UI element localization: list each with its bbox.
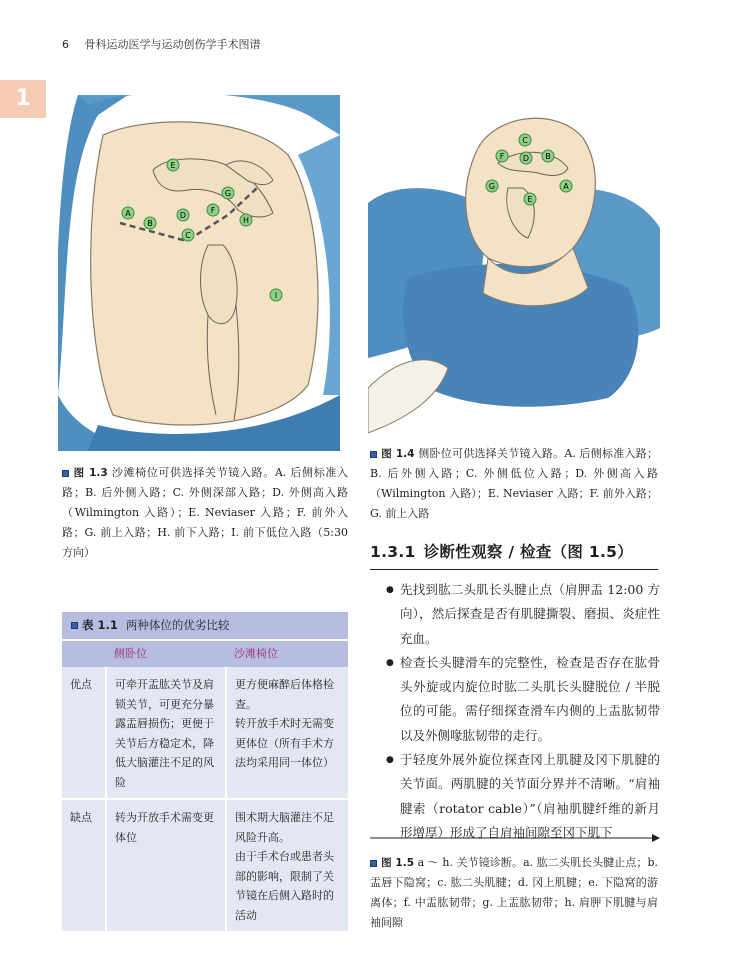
cell-beach-chair: 围术期大脑灌注不足风险升高。 由于手术台或患者头部的影响，限制了关节镜在后侧入路时的活动 xyxy=(226,799,348,931)
comparison-table xyxy=(62,639,348,931)
cell-lateral: 转为开放手术需变更体位 xyxy=(106,799,226,931)
svg-text:D: D xyxy=(179,211,187,220)
portal-a xyxy=(560,180,572,192)
caption-text: a ～ h. 关节镜诊断。a. 肱二头肌长头腱止点；b. 盂唇下隐窝；c. 肱二头肌腱；d. 冈上肌腱；e. 下隐窝的游离体；f. 中盂肱韧带；g. 上盂肱韧带；h. 肩胛下肌腱与肩袖间隙 xyxy=(370,856,659,929)
svg-text:A: A xyxy=(563,182,569,191)
portal-h xyxy=(240,214,252,226)
svg-text:A: A xyxy=(125,209,131,218)
figure-1-4-illustration xyxy=(368,108,660,433)
portal-e xyxy=(524,193,536,205)
section-heading xyxy=(370,540,658,570)
svg-text:H: H xyxy=(242,216,250,225)
figure-1-3-caption xyxy=(62,463,348,563)
table-label: 表 1.1 xyxy=(82,618,118,632)
portal-f xyxy=(496,150,508,162)
svg-text:B: B xyxy=(147,219,153,228)
bullet-item: ● 于轻度外展外旋位探查冈上肌腱及冈下肌腱的关节面。两肌腱的关节面分界并不清晰。“肩袖腱索（rotator cable）”（肩袖肌腱纤维的新月形增厚）形成了自肩袖间隙至冈下肌下 xyxy=(386,748,660,845)
portal-a xyxy=(122,207,134,219)
svg-text:D: D xyxy=(522,154,530,163)
section-number: 1.3.1 xyxy=(370,543,416,561)
figure-1-5-caption xyxy=(370,853,658,933)
figure-1-3-illustration xyxy=(58,95,340,451)
bullet-item: ● 检查长头腱滑车的完整性，检查是否存在肱骨头外旋或内旋位时肱二头肌长头腱脱位 / 半脱位的可能。需仔细探查滑车内侧的上盂肱韧带以及外侧喙肱韧带的走行。 xyxy=(386,651,660,748)
section-title: 诊断性观察 / 检查（图 1.5） xyxy=(423,543,634,561)
figure-1-4-caption xyxy=(370,444,658,524)
row-head-advantages: 优点 xyxy=(62,667,106,799)
portal-i xyxy=(270,289,282,301)
portal-d xyxy=(520,152,532,164)
caption-text: 侧卧位可供选择关节镜入路。A. 后侧标准入路；B. 后外侧入路；C. 外侧低位入路；D. 外侧高入路（Wilmington 入路）；E. Neviaser 入路；F. 前外入路；G. 前上入路 xyxy=(370,447,659,520)
continuation-arrow-icon xyxy=(370,834,660,842)
svg-text:F: F xyxy=(499,152,505,161)
svg-text:C: C xyxy=(522,136,528,145)
svg-text:F: F xyxy=(210,206,216,215)
table-title xyxy=(62,612,348,639)
svg-text:C: C xyxy=(185,231,191,240)
cell-beach-chair: 更方便麻醉后体格检查。 转开放手术时无需变更体位（所有手术方法均采用同一体位） xyxy=(226,667,348,799)
table-header-lateral: 侧卧位 xyxy=(106,640,226,667)
svg-text:E: E xyxy=(170,161,176,170)
linen-bottom xyxy=(368,360,448,433)
svg-text:G: G xyxy=(224,189,232,198)
table-row xyxy=(62,667,348,799)
page-number: 6 xyxy=(62,38,69,51)
row-head-disadvantages: 缺点 xyxy=(62,799,106,931)
table-header-blank xyxy=(62,640,106,667)
svg-text:E: E xyxy=(527,195,533,204)
caption-text: 沙滩椅位可供选择关节镜入路。A. 后侧标准入路；B. 后外侧入路；C. 外侧深部入路；D. 外侧高入路（Wilmington 入路）；E. Neviaser 入路；F. 前外入路；G. 前上入路；H. 前下入路；I. 前下低位入路（5:30 方向） xyxy=(62,466,348,559)
bullet-item: ● 先找到肱二头肌长头腱止点（肩胛盂 12:00 方向），然后探查是否有肌腱撕裂、磨损、炎症性充血。 xyxy=(386,578,660,651)
portal-c xyxy=(182,229,194,241)
caption-marker-icon xyxy=(370,451,377,458)
table-row xyxy=(62,799,348,931)
portal-g xyxy=(486,180,498,192)
book-title: 骨科运动医学与运动创伤学手术图谱 xyxy=(84,38,261,51)
table-1-1 xyxy=(62,612,348,931)
svg-text:G: G xyxy=(488,182,496,191)
caption-label: 图 1.4 xyxy=(381,448,415,460)
caption-marker-icon xyxy=(62,470,69,477)
portal-d xyxy=(177,209,189,221)
portal-e xyxy=(167,159,179,171)
caption-label: 图 1.5 xyxy=(381,857,415,869)
portal-g xyxy=(222,187,234,199)
table-title-text: 两种体位的优劣比较 xyxy=(125,618,230,632)
portal-b xyxy=(144,217,156,229)
table-header-beach-chair: 沙滩椅位 xyxy=(226,640,348,667)
portal-f xyxy=(207,204,219,216)
table-marker-icon xyxy=(71,622,78,629)
running-header xyxy=(62,36,261,52)
bullet-list xyxy=(386,578,660,845)
svg-text:I: I xyxy=(274,291,278,300)
svg-text:B: B xyxy=(545,152,551,161)
portal-c xyxy=(519,134,531,146)
portal-b xyxy=(542,150,554,162)
cell-lateral: 可牵开盂肱关节及肩锁关节，可更充分暴露盂唇损伤；更便于关节后方稳定术，降低大脑灌注不足的风险 xyxy=(106,667,226,799)
caption-marker-icon xyxy=(370,860,377,867)
chapter-tab: 1 xyxy=(0,80,46,118)
caption-label: 图 1.3 xyxy=(73,467,108,479)
